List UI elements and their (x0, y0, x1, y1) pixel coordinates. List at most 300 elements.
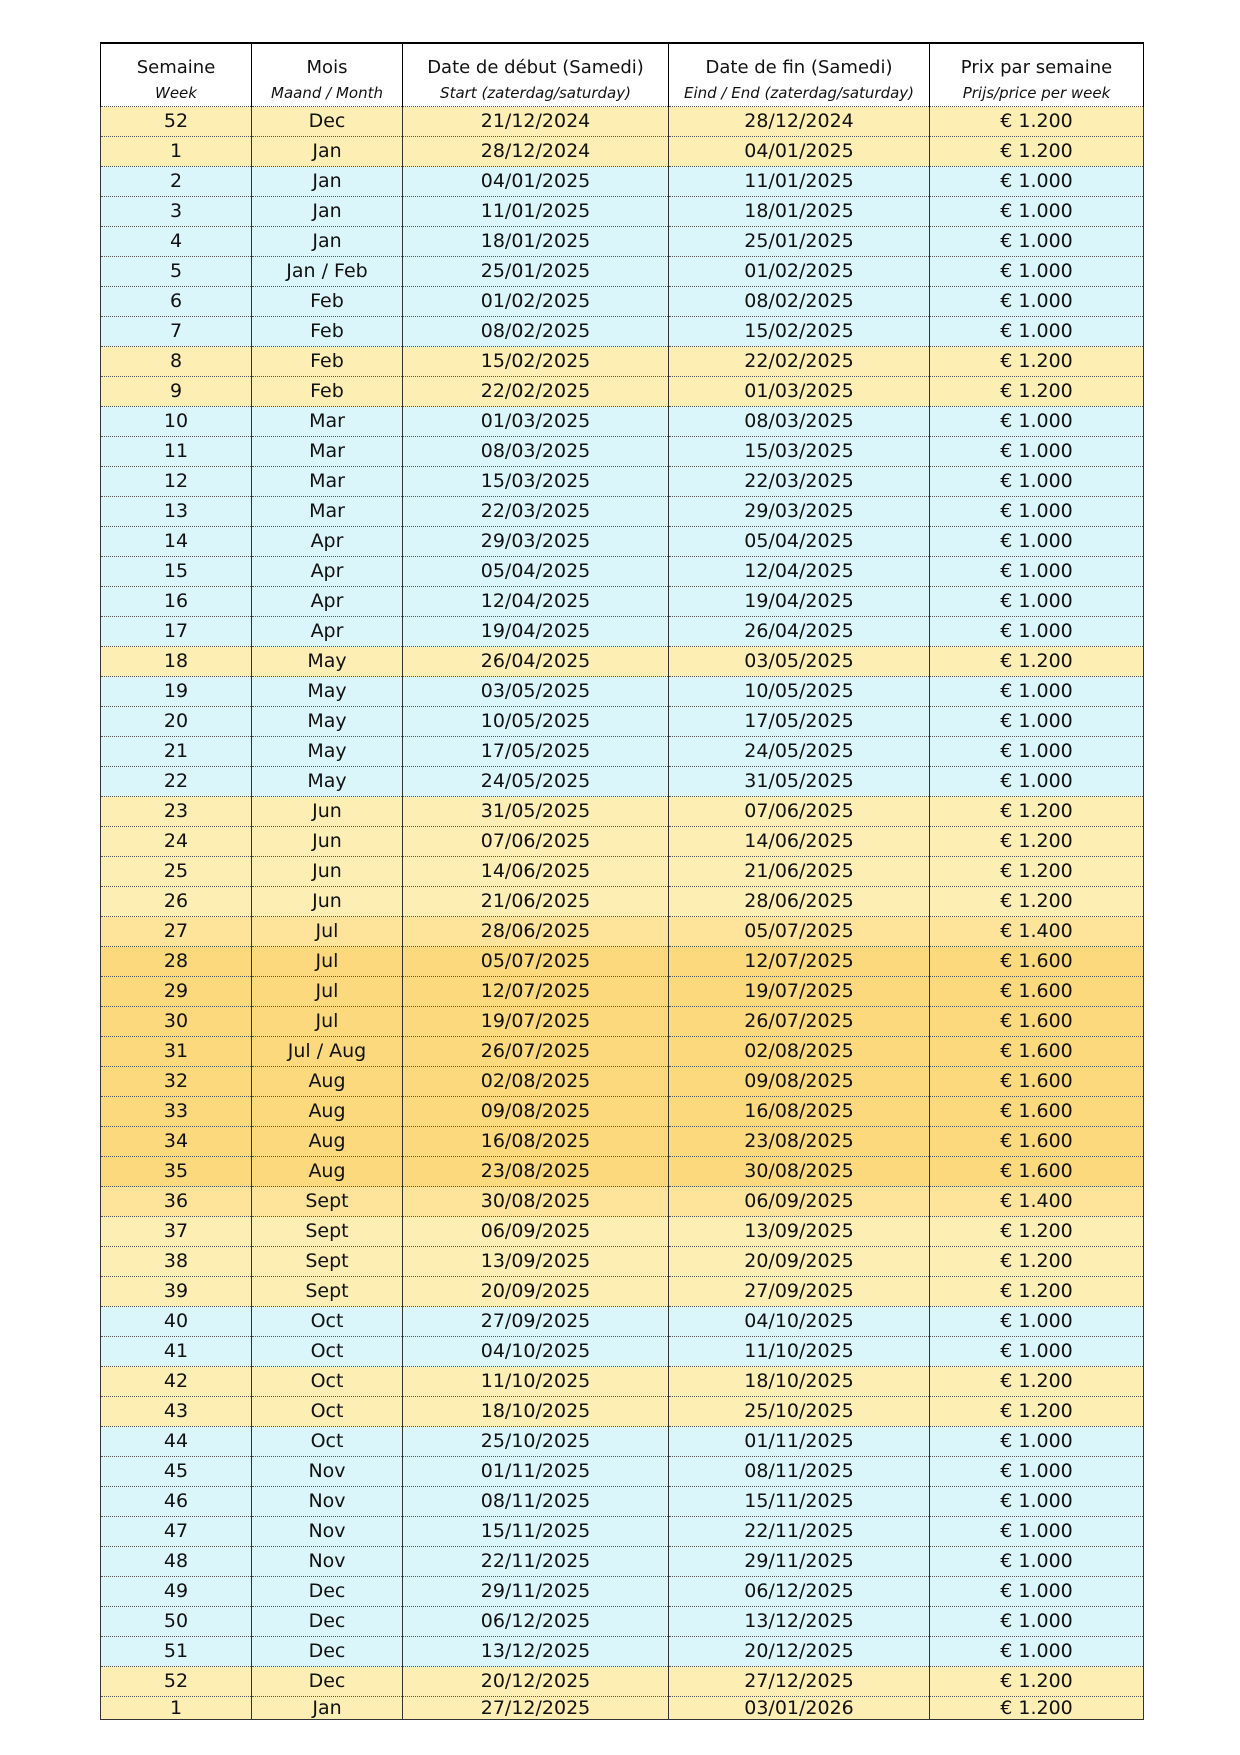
end-date-cell: 07/06/2025 (669, 797, 930, 827)
month-cell: Apr (252, 617, 403, 647)
table-row (101, 527, 1144, 557)
month-cell: Sept (252, 1217, 403, 1247)
table-row (101, 137, 1144, 167)
month-cell: Aug (252, 1157, 403, 1187)
end-date-cell: 06/09/2025 (669, 1187, 930, 1217)
price-cell: € 1.200 (930, 1367, 1144, 1397)
end-date-cell: 13/12/2025 (669, 1607, 930, 1637)
week-cell: 7 (101, 317, 252, 347)
table-row (101, 1547, 1144, 1577)
table-row (101, 1007, 1144, 1037)
week-cell: 27 (101, 917, 252, 947)
start-date-cell: 31/05/2025 (403, 797, 669, 827)
table-row (101, 1457, 1144, 1487)
table-row (101, 377, 1144, 407)
month-cell: Nov (252, 1547, 403, 1577)
month-cell: Jul (252, 947, 403, 977)
end-date-cell: 01/11/2025 (669, 1427, 930, 1457)
price-cell: € 1.000 (930, 497, 1144, 527)
table-row (101, 167, 1144, 197)
month-cell: Dec (252, 1607, 403, 1637)
table-row (101, 1607, 1144, 1637)
table-row (101, 467, 1144, 497)
end-date-cell: 06/12/2025 (669, 1577, 930, 1607)
end-date-cell: 01/02/2025 (669, 257, 930, 287)
month-cell: Aug (252, 1067, 403, 1097)
week-cell: 47 (101, 1517, 252, 1547)
month-cell: Sept (252, 1247, 403, 1277)
start-date-cell: 04/01/2025 (403, 167, 669, 197)
month-cell: Jan (252, 1697, 403, 1720)
week-cell: 41 (101, 1337, 252, 1367)
end-date-cell: 12/04/2025 (669, 557, 930, 587)
month-cell: Oct (252, 1427, 403, 1457)
start-date-cell: 16/08/2025 (403, 1127, 669, 1157)
month-cell: Nov (252, 1487, 403, 1517)
header-month-en: Maand / Month (252, 80, 403, 107)
end-date-cell: 08/02/2025 (669, 287, 930, 317)
end-date-cell: 29/03/2025 (669, 497, 930, 527)
week-cell: 9 (101, 377, 252, 407)
start-date-cell: 02/08/2025 (403, 1067, 669, 1097)
price-cell: € 1.000 (930, 1517, 1144, 1547)
week-cell: 52 (101, 107, 252, 137)
week-cell: 44 (101, 1427, 252, 1457)
week-cell: 45 (101, 1457, 252, 1487)
table-row (101, 347, 1144, 377)
end-date-cell: 09/08/2025 (669, 1067, 930, 1097)
price-table-sheet (100, 42, 1143, 1720)
start-date-cell: 25/10/2025 (403, 1427, 669, 1457)
month-cell: Apr (252, 527, 403, 557)
table-row (101, 557, 1144, 587)
price-cell: € 1.200 (930, 857, 1144, 887)
price-cell: € 1.000 (930, 557, 1144, 587)
table-row (101, 1097, 1144, 1127)
price-cell: € 1.000 (930, 1607, 1144, 1637)
start-date-cell: 05/04/2025 (403, 557, 669, 587)
table-row (101, 917, 1144, 947)
start-date-cell: 04/10/2025 (403, 1337, 669, 1367)
end-date-cell: 25/01/2025 (669, 227, 930, 257)
month-cell: May (252, 737, 403, 767)
month-cell: Sept (252, 1277, 403, 1307)
start-date-cell: 01/11/2025 (403, 1457, 669, 1487)
month-cell: Aug (252, 1097, 403, 1127)
price-cell: € 1.200 (930, 1667, 1144, 1697)
week-cell: 1 (101, 1697, 252, 1720)
month-cell: Sept (252, 1187, 403, 1217)
month-cell: Oct (252, 1367, 403, 1397)
start-date-cell: 15/02/2025 (403, 347, 669, 377)
week-cell: 28 (101, 947, 252, 977)
start-date-cell: 13/09/2025 (403, 1247, 669, 1277)
header-row-translation (101, 80, 1144, 107)
end-date-cell: 22/03/2025 (669, 467, 930, 497)
start-date-cell: 05/07/2025 (403, 947, 669, 977)
price-cell: € 1.200 (930, 1397, 1144, 1427)
week-cell: 6 (101, 287, 252, 317)
week-cell: 40 (101, 1307, 252, 1337)
price-cell: € 1.000 (930, 587, 1144, 617)
end-date-cell: 28/12/2024 (669, 107, 930, 137)
header-start-en: Start (zaterdag/saturday) (403, 80, 669, 107)
start-date-cell: 15/11/2025 (403, 1517, 669, 1547)
start-date-cell: 27/09/2025 (403, 1307, 669, 1337)
week-cell: 38 (101, 1247, 252, 1277)
end-date-cell: 15/03/2025 (669, 437, 930, 467)
end-date-cell: 15/02/2025 (669, 317, 930, 347)
table-row (101, 677, 1144, 707)
start-date-cell: 08/03/2025 (403, 437, 669, 467)
end-date-cell: 22/02/2025 (669, 347, 930, 377)
table-row (101, 257, 1144, 287)
price-cell: € 1.000 (930, 407, 1144, 437)
start-date-cell: 29/03/2025 (403, 527, 669, 557)
end-date-cell: 05/04/2025 (669, 527, 930, 557)
week-cell: 37 (101, 1217, 252, 1247)
start-date-cell: 19/04/2025 (403, 617, 669, 647)
month-cell: Jun (252, 857, 403, 887)
header-month-fr: Mois (252, 43, 403, 80)
week-cell: 8 (101, 347, 252, 377)
week-cell: 14 (101, 527, 252, 557)
week-cell: 42 (101, 1367, 252, 1397)
price-cell: € 1.200 (930, 107, 1144, 137)
week-cell: 51 (101, 1637, 252, 1667)
end-date-cell: 25/10/2025 (669, 1397, 930, 1427)
end-date-cell: 08/11/2025 (669, 1457, 930, 1487)
header-week-fr: Semaine (101, 43, 252, 80)
week-cell: 48 (101, 1547, 252, 1577)
month-cell: Feb (252, 287, 403, 317)
price-cell: € 1.000 (930, 677, 1144, 707)
month-cell: May (252, 767, 403, 797)
table-row (101, 1427, 1144, 1457)
month-cell: Mar (252, 407, 403, 437)
week-cell: 30 (101, 1007, 252, 1037)
table-row (101, 227, 1144, 257)
price-cell: € 1.000 (930, 1637, 1144, 1667)
end-date-cell: 19/07/2025 (669, 977, 930, 1007)
header-start-fr: Date de début (Samedi) (403, 43, 669, 80)
header-price-fr: Prix par semaine (930, 43, 1144, 80)
start-date-cell: 18/10/2025 (403, 1397, 669, 1427)
week-cell: 12 (101, 467, 252, 497)
table-row (101, 317, 1144, 347)
table-body (101, 107, 1144, 1720)
table-row (101, 797, 1144, 827)
week-cell: 52 (101, 1667, 252, 1697)
month-cell: Jan / Feb (252, 257, 403, 287)
table-row (101, 1187, 1144, 1217)
price-cell: € 1.200 (930, 377, 1144, 407)
price-cell: € 1.000 (930, 527, 1144, 557)
month-cell: Nov (252, 1457, 403, 1487)
week-cell: 11 (101, 437, 252, 467)
week-cell: 31 (101, 1037, 252, 1067)
table-row (101, 617, 1144, 647)
month-cell: Jul (252, 917, 403, 947)
price-cell: € 1.000 (930, 197, 1144, 227)
end-date-cell: 05/07/2025 (669, 917, 930, 947)
start-date-cell: 14/06/2025 (403, 857, 669, 887)
table-row (101, 287, 1144, 317)
end-date-cell: 23/08/2025 (669, 1127, 930, 1157)
table-row (101, 587, 1144, 617)
month-cell: May (252, 707, 403, 737)
week-cell: 43 (101, 1397, 252, 1427)
end-date-cell: 18/01/2025 (669, 197, 930, 227)
week-cell: 23 (101, 797, 252, 827)
table-row (101, 1157, 1144, 1187)
table-row (101, 647, 1144, 677)
start-date-cell: 07/06/2025 (403, 827, 669, 857)
table-row (101, 197, 1144, 227)
price-cell: € 1.600 (930, 1097, 1144, 1127)
month-cell: Aug (252, 1127, 403, 1157)
week-cell: 46 (101, 1487, 252, 1517)
month-cell: Dec (252, 1667, 403, 1697)
end-date-cell: 21/06/2025 (669, 857, 930, 887)
week-cell: 34 (101, 1127, 252, 1157)
table-row (101, 1067, 1144, 1097)
table-row (101, 1397, 1144, 1427)
price-cell: € 1.000 (930, 287, 1144, 317)
price-cell: € 1.600 (930, 1127, 1144, 1157)
table-row (101, 947, 1144, 977)
price-cell: € 1.000 (930, 1547, 1144, 1577)
week-cell: 2 (101, 167, 252, 197)
table-row (101, 1037, 1144, 1067)
table-row (101, 107, 1144, 137)
price-cell: € 1.200 (930, 647, 1144, 677)
month-cell: Feb (252, 377, 403, 407)
price-cell: € 1.000 (930, 317, 1144, 347)
start-date-cell: 11/01/2025 (403, 197, 669, 227)
price-cell: € 1.400 (930, 917, 1144, 947)
price-cell: € 1.600 (930, 1157, 1144, 1187)
week-cell: 17 (101, 617, 252, 647)
start-date-cell: 01/02/2025 (403, 287, 669, 317)
price-cell: € 1.200 (930, 1277, 1144, 1307)
price-cell: € 1.200 (930, 1697, 1144, 1720)
price-cell: € 1.000 (930, 1577, 1144, 1607)
end-date-cell: 26/07/2025 (669, 1007, 930, 1037)
price-cell: € 1.000 (930, 617, 1144, 647)
start-date-cell: 22/03/2025 (403, 497, 669, 527)
month-cell: Jun (252, 887, 403, 917)
start-date-cell: 11/10/2025 (403, 1367, 669, 1397)
end-date-cell: 11/01/2025 (669, 167, 930, 197)
table-row (101, 857, 1144, 887)
end-date-cell: 29/11/2025 (669, 1547, 930, 1577)
table-row (101, 1637, 1144, 1667)
start-date-cell: 24/05/2025 (403, 767, 669, 797)
table-row (101, 497, 1144, 527)
table-row (101, 887, 1144, 917)
end-date-cell: 22/11/2025 (669, 1517, 930, 1547)
month-cell: May (252, 647, 403, 677)
header-row-french (101, 43, 1144, 80)
week-cell: 25 (101, 857, 252, 887)
table-row (101, 767, 1144, 797)
week-cell: 4 (101, 227, 252, 257)
price-cell: € 1.200 (930, 137, 1144, 167)
month-cell: Oct (252, 1307, 403, 1337)
table-row (101, 1127, 1144, 1157)
price-cell: € 1.000 (930, 167, 1144, 197)
month-cell: Dec (252, 1637, 403, 1667)
month-cell: May (252, 677, 403, 707)
price-cell: € 1.000 (930, 1487, 1144, 1517)
start-date-cell: 26/07/2025 (403, 1037, 669, 1067)
table-row (101, 1517, 1144, 1547)
end-date-cell: 12/07/2025 (669, 947, 930, 977)
end-date-cell: 27/09/2025 (669, 1277, 930, 1307)
end-date-cell: 15/11/2025 (669, 1487, 930, 1517)
header-week-en: Week (101, 80, 252, 107)
week-cell: 26 (101, 887, 252, 917)
month-cell: Feb (252, 347, 403, 377)
table-row (101, 737, 1144, 767)
end-date-cell: 17/05/2025 (669, 707, 930, 737)
price-cell: € 1.000 (930, 1457, 1144, 1487)
start-date-cell: 13/12/2025 (403, 1637, 669, 1667)
month-cell: Jun (252, 797, 403, 827)
table-row (101, 1307, 1144, 1337)
month-cell: Jul / Aug (252, 1037, 403, 1067)
start-date-cell: 09/08/2025 (403, 1097, 669, 1127)
end-date-cell: 04/01/2025 (669, 137, 930, 167)
table-header (101, 43, 1144, 107)
month-cell: Jan (252, 197, 403, 227)
price-cell: € 1.000 (930, 767, 1144, 797)
table-row (101, 407, 1144, 437)
price-cell: € 1.200 (930, 347, 1144, 377)
week-cell: 32 (101, 1067, 252, 1097)
month-cell: Jan (252, 137, 403, 167)
start-date-cell: 03/05/2025 (403, 677, 669, 707)
table-row (101, 1337, 1144, 1367)
week-cell: 24 (101, 827, 252, 857)
price-cell: € 1.000 (930, 737, 1144, 767)
table-row (101, 437, 1144, 467)
start-date-cell: 28/06/2025 (403, 917, 669, 947)
end-date-cell: 18/10/2025 (669, 1367, 930, 1397)
start-date-cell: 20/09/2025 (403, 1277, 669, 1307)
price-cell: € 1.000 (930, 1307, 1144, 1337)
month-cell: Nov (252, 1517, 403, 1547)
week-cell: 50 (101, 1607, 252, 1637)
table-row (101, 1577, 1144, 1607)
end-date-cell: 13/09/2025 (669, 1217, 930, 1247)
month-cell: Mar (252, 467, 403, 497)
start-date-cell: 10/05/2025 (403, 707, 669, 737)
price-cell: € 1.600 (930, 977, 1144, 1007)
start-date-cell: 08/11/2025 (403, 1487, 669, 1517)
end-date-cell: 10/05/2025 (669, 677, 930, 707)
week-cell: 10 (101, 407, 252, 437)
end-date-cell: 03/01/2026 (669, 1697, 930, 1720)
end-date-cell: 03/05/2025 (669, 647, 930, 677)
price-cell: € 1.000 (930, 227, 1144, 257)
start-date-cell: 12/04/2025 (403, 587, 669, 617)
start-date-cell: 18/01/2025 (403, 227, 669, 257)
start-date-cell: 21/12/2024 (403, 107, 669, 137)
price-cell: € 1.000 (930, 1427, 1144, 1457)
price-cell: € 1.600 (930, 947, 1144, 977)
month-cell: Apr (252, 557, 403, 587)
table-row (101, 1697, 1144, 1720)
week-cell: 18 (101, 647, 252, 677)
price-cell: € 1.000 (930, 467, 1144, 497)
start-date-cell: 21/06/2025 (403, 887, 669, 917)
price-cell: € 1.600 (930, 1067, 1144, 1097)
end-date-cell: 20/09/2025 (669, 1247, 930, 1277)
start-date-cell: 19/07/2025 (403, 1007, 669, 1037)
table-row (101, 707, 1144, 737)
price-cell: € 1.000 (930, 707, 1144, 737)
week-cell: 49 (101, 1577, 252, 1607)
price-cell: € 1.600 (930, 1037, 1144, 1067)
month-cell: Dec (252, 107, 403, 137)
week-cell: 36 (101, 1187, 252, 1217)
start-date-cell: 28/12/2024 (403, 137, 669, 167)
start-date-cell: 22/11/2025 (403, 1547, 669, 1577)
weekly-price-table (100, 42, 1144, 1720)
start-date-cell: 27/12/2025 (403, 1697, 669, 1720)
end-date-cell: 27/12/2025 (669, 1667, 930, 1697)
week-cell: 21 (101, 737, 252, 767)
price-cell: € 1.000 (930, 257, 1144, 287)
month-cell: Jun (252, 827, 403, 857)
end-date-cell: 20/12/2025 (669, 1637, 930, 1667)
month-cell: Jan (252, 167, 403, 197)
month-cell: Feb (252, 317, 403, 347)
start-date-cell: 06/09/2025 (403, 1217, 669, 1247)
end-date-cell: 14/06/2025 (669, 827, 930, 857)
table-row (101, 1667, 1144, 1697)
start-date-cell: 17/05/2025 (403, 737, 669, 767)
end-date-cell: 08/03/2025 (669, 407, 930, 437)
end-date-cell: 28/06/2025 (669, 887, 930, 917)
start-date-cell: 30/08/2025 (403, 1187, 669, 1217)
month-cell: Oct (252, 1337, 403, 1367)
price-cell: € 1.200 (930, 797, 1144, 827)
week-cell: 16 (101, 587, 252, 617)
price-cell: € 1.200 (930, 1247, 1144, 1277)
price-cell: € 1.600 (930, 1007, 1144, 1037)
table-row (101, 1247, 1144, 1277)
month-cell: Mar (252, 437, 403, 467)
end-date-cell: 26/04/2025 (669, 617, 930, 647)
week-cell: 15 (101, 557, 252, 587)
start-date-cell: 29/11/2025 (403, 1577, 669, 1607)
start-date-cell: 22/02/2025 (403, 377, 669, 407)
table-row (101, 827, 1144, 857)
end-date-cell: 02/08/2025 (669, 1037, 930, 1067)
start-date-cell: 26/04/2025 (403, 647, 669, 677)
end-date-cell: 24/05/2025 (669, 737, 930, 767)
price-cell: € 1.200 (930, 827, 1144, 857)
start-date-cell: 23/08/2025 (403, 1157, 669, 1187)
week-cell: 3 (101, 197, 252, 227)
month-cell: Oct (252, 1397, 403, 1427)
start-date-cell: 20/12/2025 (403, 1667, 669, 1697)
month-cell: Apr (252, 587, 403, 617)
week-cell: 22 (101, 767, 252, 797)
